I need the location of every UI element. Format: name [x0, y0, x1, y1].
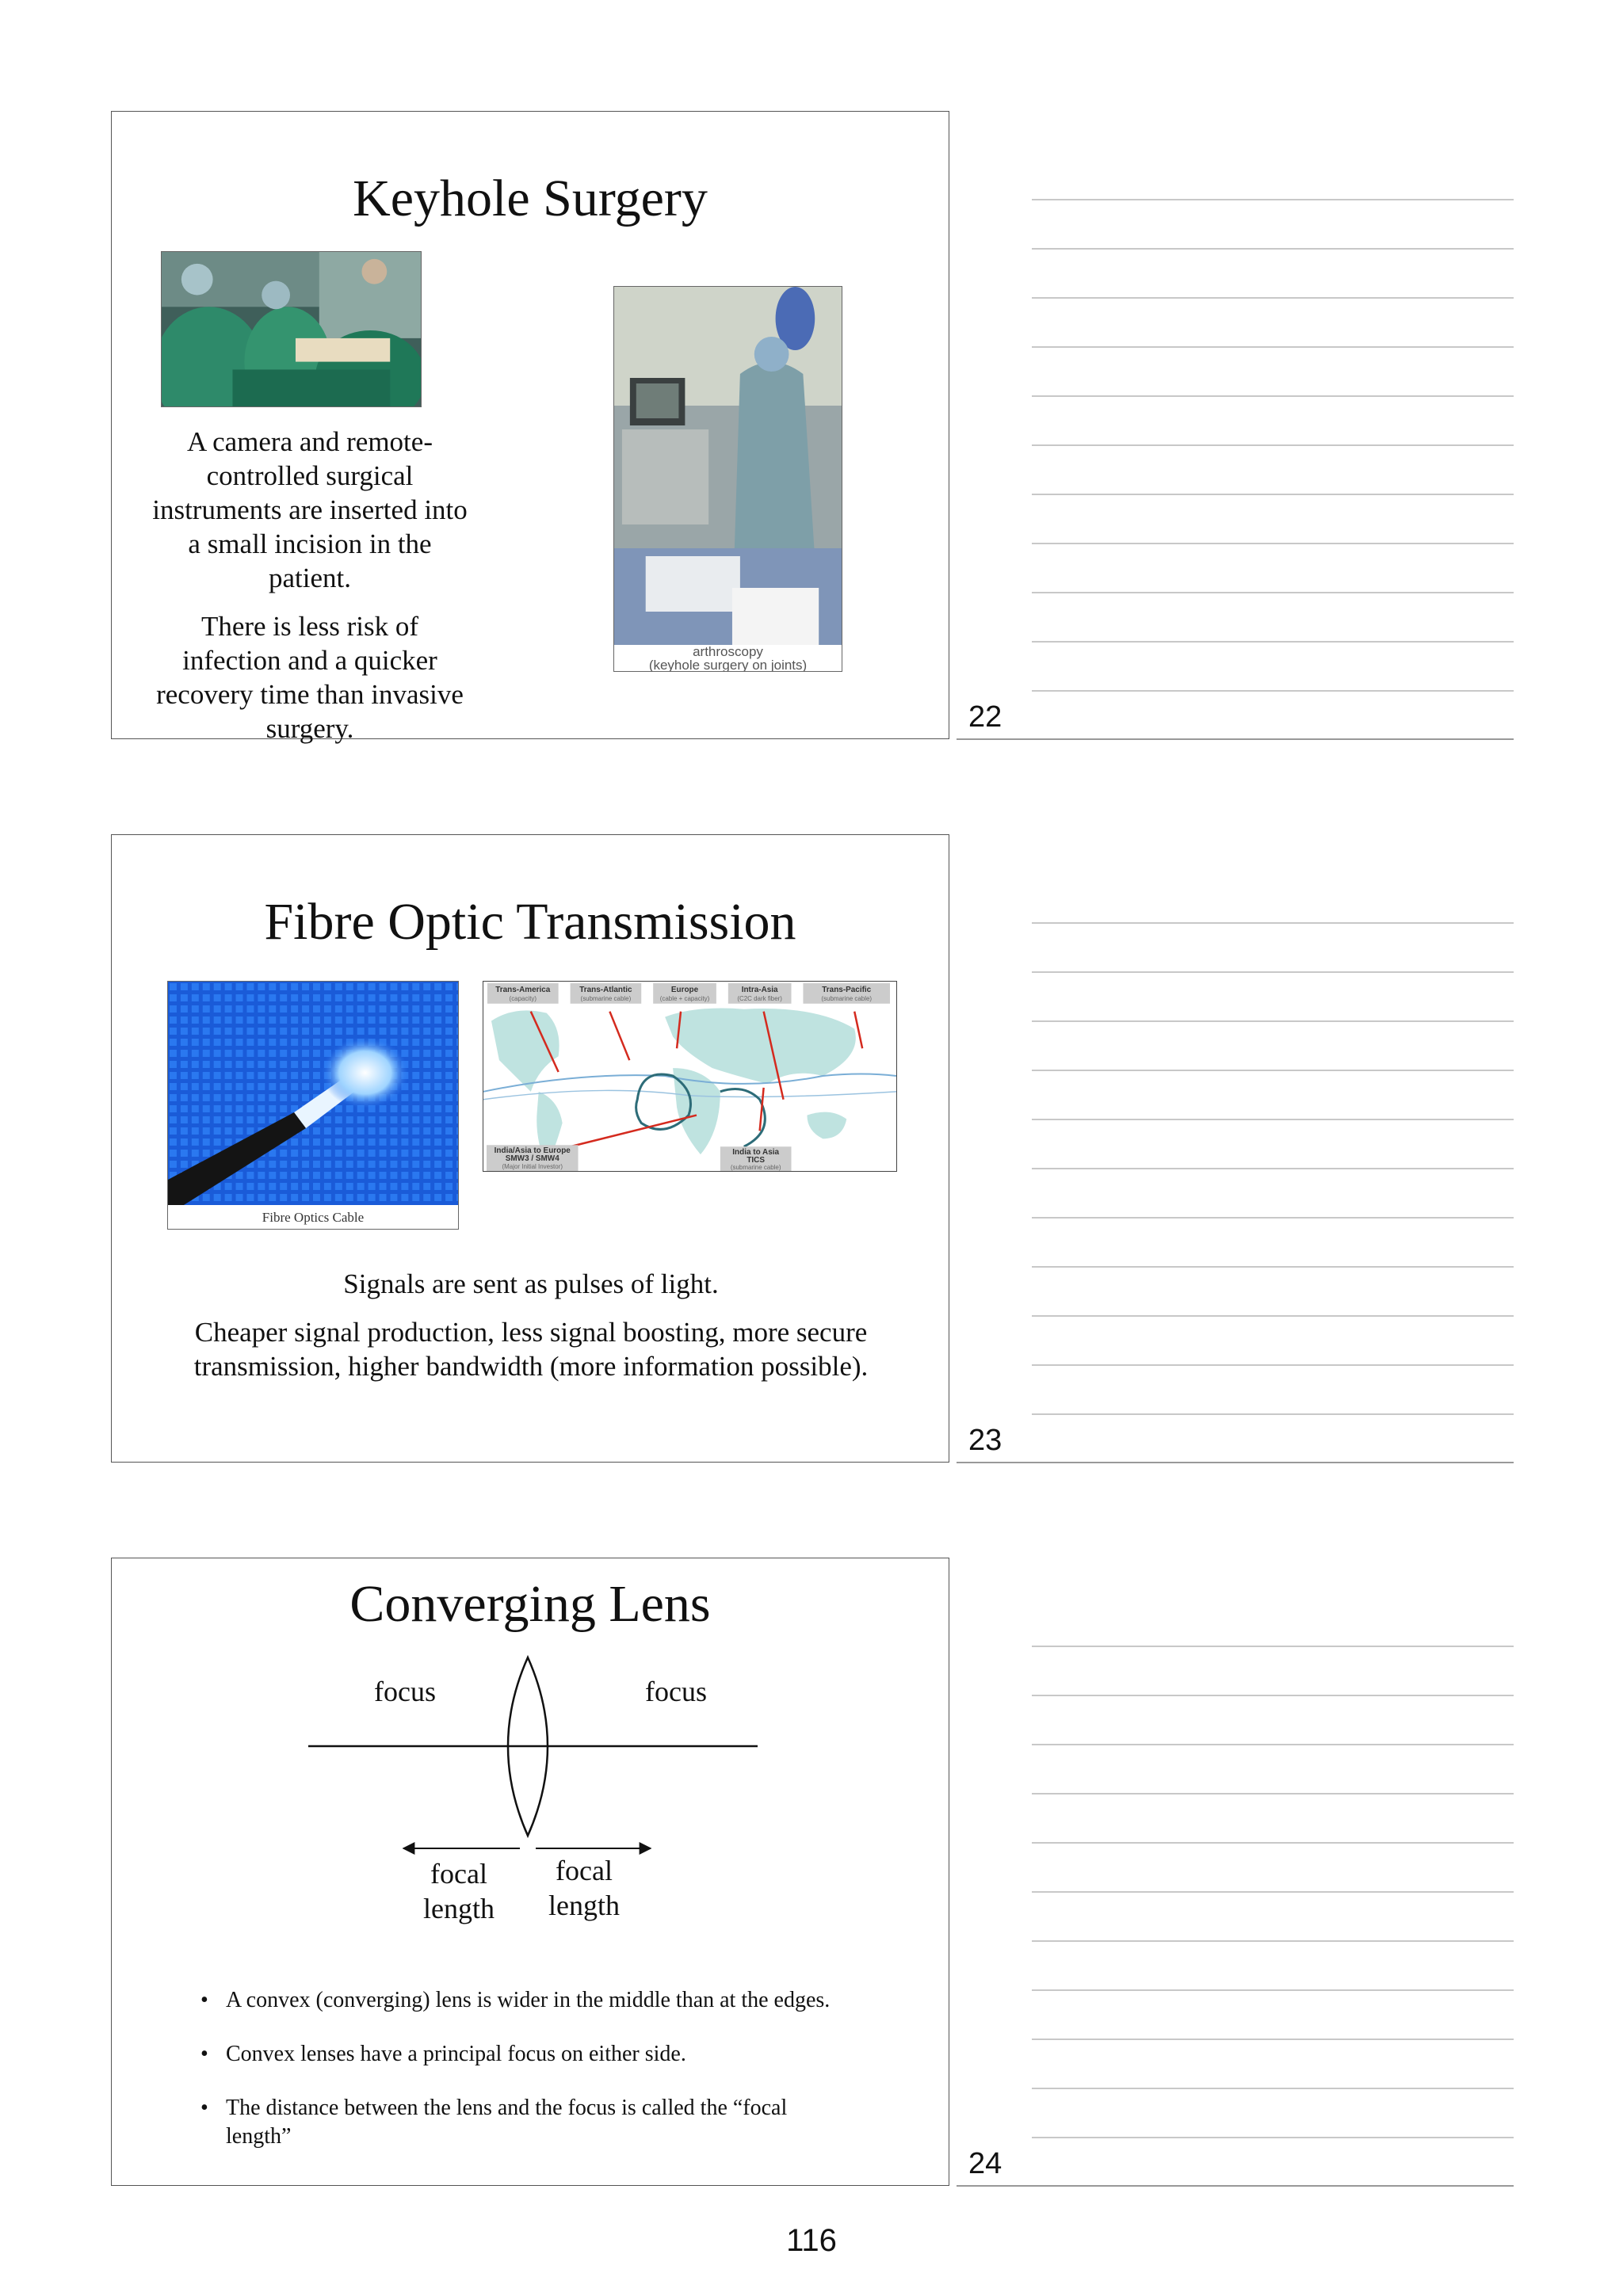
map-sublabel: (Major Initial Investor): [502, 1163, 563, 1171]
slide-title: Converging Lens: [349, 1575, 711, 1633]
notes-line: [1032, 1989, 1514, 1991]
map-label-india-asia: India to Asia: [732, 1148, 780, 1158]
focus-label-right: focus: [645, 1676, 707, 1707]
notes-line: [1032, 1315, 1514, 1317]
bullet-list: [197, 1986, 847, 2176]
notes-line: [1032, 971, 1514, 973]
world-cable-map: [483, 981, 897, 1172]
focal-label-word: focal: [430, 1858, 487, 1890]
length-label-word: length: [548, 1890, 620, 1921]
converging-lens-diagram: [302, 1653, 762, 1924]
map-sublabel: (capacity): [509, 994, 537, 1002]
slide-24: [111, 1558, 949, 2186]
notes-line: [1032, 2039, 1514, 2040]
fibre-optics-photo: [167, 981, 459, 1230]
notes-line: [1032, 1413, 1514, 1415]
slide-22: [111, 111, 949, 744]
map-sublabel: (submarine cable): [580, 994, 632, 1002]
notes-line: [1032, 346, 1514, 348]
map-label-trans-pacific: Trans-Pacific: [822, 985, 872, 994]
map-sublabel: (cable + capacity): [659, 994, 710, 1002]
slide-number: 22: [968, 700, 1002, 734]
map-sublabel: (C2C dark fiber): [737, 994, 782, 1002]
slide-title: Fibre Optic Transmission: [264, 893, 796, 951]
notes-line: [1032, 297, 1514, 299]
caption-line-2: (keyhole surgery on joints): [648, 658, 808, 672]
notes-line: [1032, 592, 1514, 593]
list-item: • The distance between the lens and the focus is called the “focal length”: [197, 2094, 847, 2151]
notes-base-line: [957, 738, 1514, 740]
length-label-word: length: [423, 1893, 495, 1924]
notes-base-line: [957, 2185, 1514, 2187]
notes-line: [1032, 543, 1514, 544]
map-label-trans-america: Trans-America: [495, 985, 551, 994]
focal-length-label-right: [529, 1853, 640, 1923]
paragraph-2: Cheaper signal production, less signal boosting, more secure transmission, higher bandwidth (more information possible).: [193, 1317, 869, 1382]
focal-label-word: focal: [556, 1855, 613, 1886]
notes-line: [1032, 2088, 1514, 2089]
photo-caption: Fibre Optics Cable: [262, 1210, 365, 1225]
map-label-india-europe: India/Asia to Europe: [494, 1146, 571, 1156]
focal-length-label-left: [403, 1856, 514, 1926]
notes-line: [1032, 1793, 1514, 1794]
slide-body-text: [151, 425, 468, 760]
notes-line: [1032, 1744, 1514, 1745]
paragraph-1: Signals are sent as pulses of light.: [343, 1268, 719, 1299]
notes-line: [1032, 199, 1514, 200]
map-label-trans-atlantic: Trans-Atlantic: [579, 985, 632, 994]
notes-line: [1032, 1070, 1514, 1071]
notes-line: [1032, 1266, 1514, 1268]
slide-title: Keyhole Surgery: [353, 170, 708, 227]
caption-line-1: arthroscopy: [693, 644, 763, 659]
map-sublabel: (submarine cable): [821, 994, 873, 1002]
notes-line: [1032, 1119, 1514, 1120]
notes-line: [1032, 641, 1514, 643]
focus-label-left: focus: [374, 1676, 436, 1707]
page-number: 116: [786, 2223, 837, 2258]
notes-line: [1032, 1646, 1514, 1647]
paragraph-1: A camera and remote-controlled surgical instruments are inserted into a small incision in the patient.: [152, 426, 468, 593]
slide-body-text: [183, 1267, 879, 1398]
notes-line: [1032, 444, 1514, 446]
notes-line: [1032, 494, 1514, 495]
notes-line: [1032, 1020, 1514, 1022]
map-label-intra-asia: Intra-Asia: [741, 985, 778, 994]
notes-line: [1032, 1364, 1514, 1366]
map-label-india-asia: TICS: [747, 1156, 766, 1165]
notes-base-line: [957, 1462, 1514, 1463]
notes-line: [1032, 395, 1514, 397]
notes-line: [1032, 1891, 1514, 1893]
surgery-team-photo: [161, 251, 422, 407]
arthroscopy-photo: [613, 286, 842, 672]
slide-number: 24: [968, 2147, 1002, 2180]
map-label-india-europe: SMW3 / SMW4: [505, 1154, 559, 1164]
notes-line: [1032, 690, 1514, 692]
photo-caption: [614, 645, 842, 672]
slide-number: 23: [968, 1424, 1002, 1457]
map-label-europe: Europe: [670, 985, 699, 994]
map-sublabel: (submarine cable): [730, 1164, 781, 1171]
list-item: • A convex (converging) lens is wider in the middle than at the edges.: [197, 1986, 847, 2015]
slide-23: [111, 834, 949, 1463]
list-item: • Convex lenses have a principal focus on either side.: [197, 2040, 847, 2069]
notes-line: [1032, 1168, 1514, 1169]
notes-line: [1032, 2137, 1514, 2138]
notes-line: [1032, 248, 1514, 250]
paragraph-2: There is less risk of infection and a quicker recovery time than invasive surgery.: [156, 611, 464, 744]
notes-line: [1032, 922, 1514, 924]
notes-line: [1032, 1217, 1514, 1219]
notes-line: [1032, 1940, 1514, 1942]
notes-line: [1032, 1842, 1514, 1844]
notes-line: [1032, 1695, 1514, 1696]
